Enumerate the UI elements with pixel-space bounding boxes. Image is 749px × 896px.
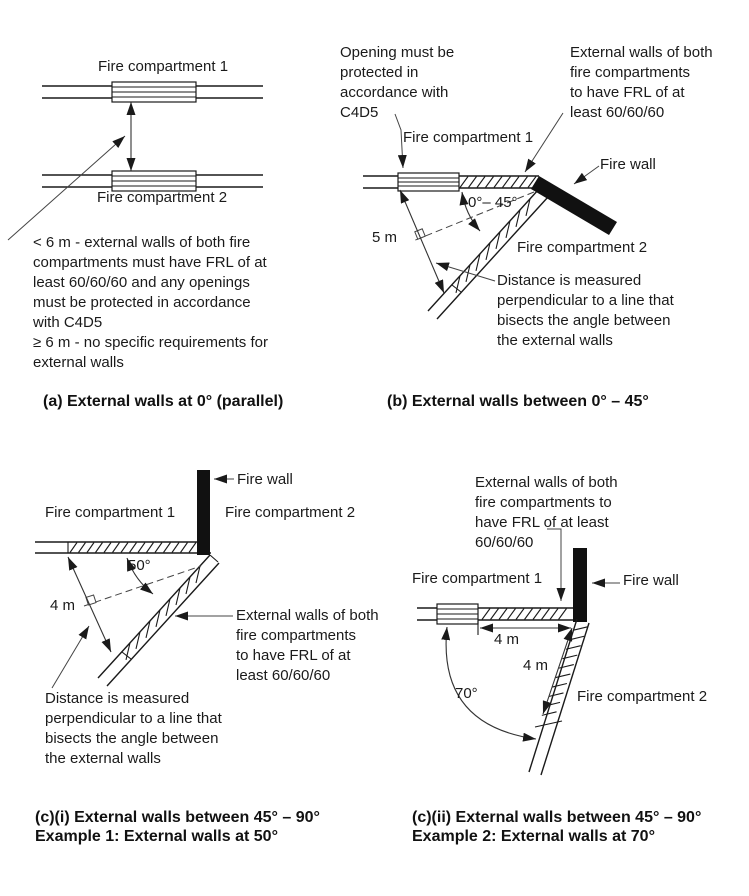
note-a-line: < 6 m - external walls of both fire [33,234,251,251]
frl-note-c1-line: External walls of both [236,607,379,624]
fc1-label-a: Fire compartment 1 [98,58,229,75]
distance-note-b-line: bisects the angle between [497,312,671,329]
opening-note-b-line: Opening must be [340,44,455,61]
fc1-label-b: Fire compartment 1 [403,129,534,146]
frl-note-b-line: External walls of both [570,44,713,61]
frl-note-c1-line: least 60/60/60 [236,667,331,684]
opening-note-b-line: accordance with [340,84,449,101]
note-a-line: ≥ 6 m - no specific requirements for [33,334,268,351]
fire-wall-label-c1: Fire wall [237,471,293,488]
frl-wall-hatch-c1 [70,543,196,553]
frl-wall-hatch-b [460,177,536,188]
frl-note-b-line: least 60/60/60 [570,104,665,121]
frl-note-b-line: to have FRL of at [570,84,685,101]
distance-note-c1 [45,689,222,769]
note-a [33,233,268,373]
note-a-line: must be protected in accordance [33,294,251,311]
fire-wall-leader-b [574,166,599,184]
fc1-label-c1: Fire compartment 1 [45,504,176,521]
distance-note-b [497,271,674,351]
fire-wall-bar-c2 [573,548,587,622]
opening-note-b [340,43,454,123]
frl-note-c1 [236,606,379,686]
caption-c2-line1: (c)(ii) External walls between 45° – 90° [412,809,702,826]
fc1-label-c2: Fire compartment 1 [412,570,543,587]
panel-a-linework [8,82,263,240]
frl-note-c1-line: to have FRL of at [236,647,351,664]
angle-arc-c2 [446,627,536,739]
distance-note-c1-line: Distance is measured [45,690,190,707]
angle-label-c1: 50° [128,557,151,574]
frl-note-c1-line: fire compartments [236,627,357,644]
caption-b: (b) External walls between 0° – 45° [387,393,649,410]
frl-note-c2 [475,473,618,553]
distance-note-c1-line: the external walls [45,750,161,767]
caption-c1-line1: (c)(i) External walls between 45° – 90° [35,809,320,826]
angled-wall-c1-topcap [210,555,218,562]
fire-wall-label-c2: Fire wall [623,572,679,589]
opening-symbol-c2 [437,604,478,624]
dim-label-b: 5 m [372,229,398,246]
frl-note-c2-line: External walls of both [475,474,618,491]
frl-wall-hatch-c2 [482,609,567,620]
fc2-label-a: Fire compartment 2 [97,189,228,206]
angled-wall-c1-hatch [126,566,200,660]
fire-wall-bar-b [531,176,617,235]
note-a-line: least 60/60/60 and any openings [33,274,250,291]
note-a-line: compartments must have FRL of at [33,254,267,271]
distance-note-c1-line: perpendicular to a line that [45,710,222,727]
opening-note-b-line: C4D5 [340,104,379,121]
frl-note-b [570,43,713,123]
fire-wall-label-b: Fire wall [600,156,656,173]
dim-label-c1: 4 m [50,597,76,614]
opening-note-b-line: protected in [340,64,419,81]
note-a-line: with C4D5 [33,314,103,331]
fire-wall-bar-c1 [197,470,210,555]
caption-c2-line2: Example 2: External walls at 70° [412,828,655,845]
angle-label-c2: 70° [455,685,478,702]
distance-note-b-line: the external walls [497,332,613,349]
panel-c2-linework [417,529,620,775]
frl-note-c2-line: fire compartments to [475,494,612,511]
angled-wall-c2-cap [535,721,562,727]
frl-note-c2-line: have FRL of at least [475,514,609,531]
caption-a: (a) External walls at 0° (parallel) [43,393,284,410]
frl-note-b-line: fire compartments [570,64,691,81]
fc2-label-c2: Fire compartment 2 [577,688,708,705]
distance-note-leader-c1 [52,626,89,688]
distance-note-b-line: perpendicular to a line that [497,292,674,309]
frl-note-c2-line: 60/60/60 [475,534,534,551]
distance-note-b-line: Distance is measured [497,272,642,289]
angle-label-b: 0°– 45° [468,194,518,211]
distance-arrow-b [400,190,444,293]
opening-symbol-b [398,173,459,191]
note-a-line: external walls [33,354,124,371]
caption-c1-line2: Example 1: External walls at 50° [35,828,278,845]
dim-h-label-c2: 4 m [494,631,520,648]
fc2-label-c1: Fire compartment 2 [225,504,356,521]
opening-symbol-a1 [112,82,196,102]
distance-note-c1-line: bisects the angle between [45,730,219,747]
dim-d-label-c2: 4 m [523,657,549,674]
fc2-label-b: Fire compartment 2 [517,239,648,256]
angled-wall-c1-inner [107,563,219,686]
